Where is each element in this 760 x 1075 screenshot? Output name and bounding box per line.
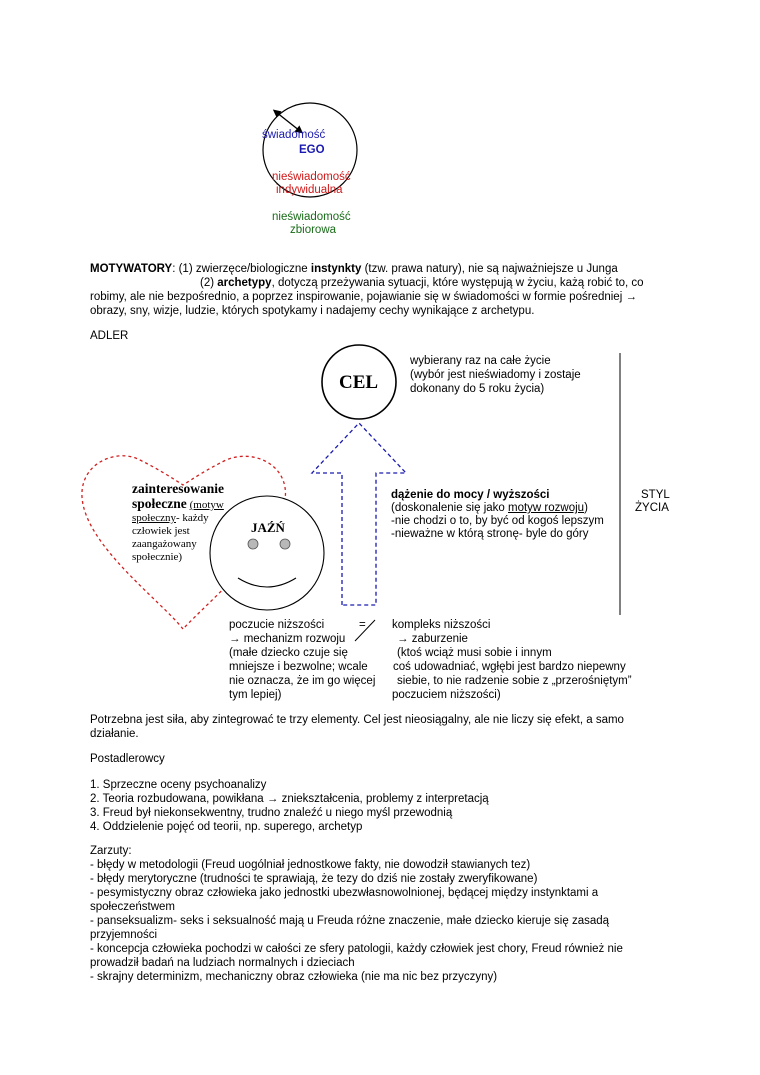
poczucie-3: (małe dziecko czuje się	[229, 647, 348, 659]
dazenie-line-2: (doskonalenie się jako motyw rozwoju)	[391, 502, 588, 514]
kompleks-3: (ktoś wciąż musi sobie i innym	[397, 647, 552, 659]
jazn-label: JAŹŃ	[251, 520, 285, 535]
zarzuty-heading: Zarzuty:	[90, 845, 132, 857]
zarzuty-line-1: - błędy w metodologii (Freud uogólniał jednostkowe fakty, nie dowodził stawianych tez)	[90, 859, 531, 871]
motywatory-line-3: robimy, ale nie bezpośrednio, a poprzez inspirowanie, pojawianie się w świadomości w formie pośredniej →	[90, 291, 637, 303]
motywatory-line-4: obrazy, sny, wizje, ludzie, których spotykamy i nadajemy cechy wynikające z archetypu.	[90, 305, 535, 317]
poczucie-1: poczucie niższości	[229, 619, 325, 631]
poczucie-2: → mechanizm rozwoju	[229, 633, 346, 645]
cel-desc-1: wybierany raz na całe życie	[410, 355, 551, 367]
zarzuty-line-8: prowadził badań na ludziach normalnych i dzieciach	[90, 957, 355, 969]
zarzuty-line-2: - błędy merytoryczne (trudności te sprawiają, że tezy do dziś nie zostały zweryfikowane)	[90, 873, 538, 885]
kompleks-6: poczuciem niższości)	[392, 689, 501, 701]
postadlerowcy-heading: Postadlerowcy	[90, 753, 165, 765]
adler-heading: ADLER	[90, 330, 129, 342]
dazenie-line-3: -nie chodzi o to, by być od kogoś lepszym	[391, 515, 604, 527]
kompleks-2: → zaburzenie	[397, 633, 468, 645]
zainteresowanie-desc-4: społecznie)	[132, 551, 183, 563]
zarzuty-line-3: - pesymistyczny obraz człowieka jako jednostki ubezwłasnowolnionej, będącej między instynktami a	[90, 887, 599, 899]
postadlerowcy-item-3: 3. Freud był niekonsekwentny, trudno znaleźć u niego myśl przewodnią	[90, 807, 453, 819]
kompleks-1: kompleks niższości	[392, 619, 491, 631]
postadlerowcy-item-4: 4. Oddzielenie pojęć od teorii, np. superego, archetyp	[90, 821, 363, 833]
poczucie-4: mniejsze i bezwolne; wcale	[229, 661, 368, 673]
zainteresowanie-title-2: społeczne (motyw	[132, 496, 224, 511]
jazn-smiley-icon	[210, 496, 324, 610]
kompleks-5: siebie, to nie radzenie sobie z „przerośniętym”	[397, 675, 632, 687]
zarzuty-line-9: - skrajny determinizm, mechaniczny obraz człowieka (nie ma nic bez przyczyny)	[90, 971, 498, 983]
dazenie-line-4: -nieważne w którą stronę- byle do góry	[391, 528, 589, 540]
zarzuty-line-5: - panseksualizm- seks i seksualność mają u Freuda różne znaczenie, małe dziecko kieruje się zasadą	[90, 915, 610, 927]
postadlerowcy-item-1: 1. Sprzeczne oceny psychoanalizy	[90, 779, 267, 791]
zainteresowanie-desc-2: człowiek jest	[132, 525, 190, 537]
kompleks-4: coś udowadniać, wgłębi jest bardzo niepewny	[393, 661, 626, 673]
dazenie-title: dążenie do mocy / wyższości	[391, 489, 550, 501]
styl-zycia-1: STYL	[641, 489, 670, 501]
poczucie-5: nie oznacza, że im go więcej	[229, 675, 376, 687]
summary-1: Potrzebna jest siła, aby zintegrować te trzy elementy. Cel jest nieosiągalny, ale nie liczy się efekt, a samo	[90, 714, 624, 726]
not-equal-sign: =	[359, 619, 366, 631]
label-ego: EGO	[299, 144, 325, 156]
poczucie-6: tym lepiej)	[229, 689, 282, 701]
styl-zycia-2: ŻYCIA	[635, 502, 669, 514]
label-nieswiadomosc-zbiorowa-1: nieświadomość	[272, 211, 351, 223]
label-nieswiadomosc-indywidualna-2: indywidualna	[276, 184, 343, 196]
zarzuty-line-6: przyjemności	[90, 929, 158, 941]
zarzuty-line-7: - koncepcja człowieka pochodzi w całości ze sfery patologii, każdy człowiek jest chory, Freud również nie	[90, 943, 623, 955]
cel-label: CEL	[339, 372, 379, 393]
postadlerowcy-item-2: 2. Teoria rozbudowana, powikłana → zniekształcenia, problemy z interpretacją	[90, 793, 489, 805]
zainteresowanie-title-1: zainteresowanie	[132, 481, 224, 496]
zarzuty-line-4: społeczeństwem	[90, 901, 176, 913]
cel-desc-3: dokonany do 5 roku życia)	[410, 383, 545, 395]
zainteresowanie-desc-3: zaangażowany	[132, 538, 197, 550]
summary-2: działanie.	[90, 728, 139, 740]
motywatory-line-1: MOTYWATORY: (1) zwierzęce/biologiczne instynkty (tzw. prawa natury), nie są najważniejsze u Junga	[90, 263, 618, 275]
label-nieswiadomosc-zbiorowa-2: zbiorowa	[290, 224, 337, 236]
motywatory-line-2: (2) archetypy, dotyczą przeżywania sytuacji, które występują w życiu, każą robić to, co	[200, 277, 644, 289]
zainteresowanie-desc-1: społeczny- każdy	[132, 512, 209, 524]
cel-desc-2: (wybór jest nieświadomy i zostaje	[410, 369, 581, 381]
label-swiadomosc: świadomość	[262, 129, 326, 141]
label-nieswiadomosc-indywidualna-1: nieświadomość	[272, 171, 351, 183]
